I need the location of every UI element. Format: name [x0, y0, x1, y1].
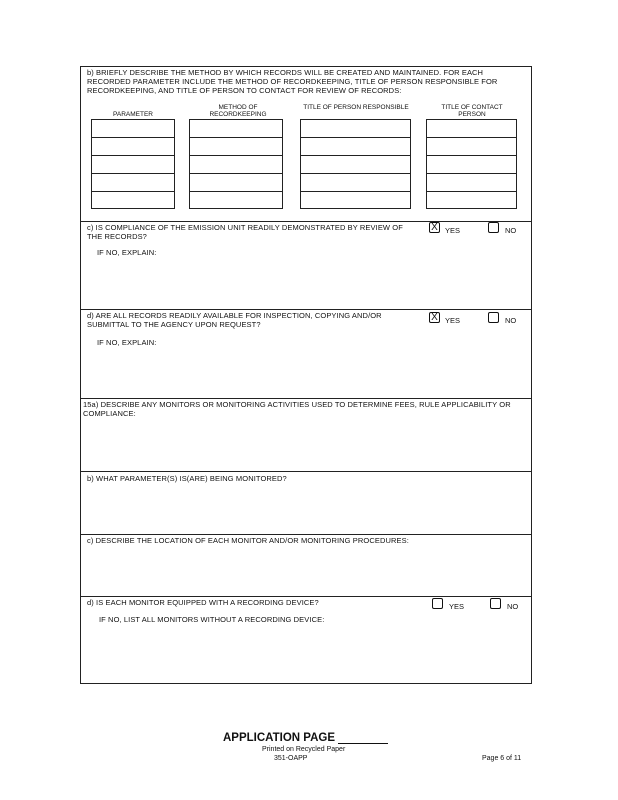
method-cell[interactable]	[189, 173, 283, 191]
responsible-cell[interactable]	[300, 173, 411, 191]
section-15d	[81, 597, 531, 683]
question-15c-text: c) DESCRIBE THE LOCATION OF EACH MONITOR AND/OR MONITORING PROCEDURES:	[87, 536, 409, 545]
explain-label: IF NO, LIST ALL MONITORS WITHOUT A RECORDING DEVICE:	[99, 615, 325, 624]
parameter-cell[interactable]	[91, 137, 175, 155]
page-indicator: Page 6 of 11	[482, 755, 522, 762]
contact-cell[interactable]	[426, 173, 517, 191]
section-c	[81, 222, 531, 310]
contact-cell[interactable]	[426, 191, 517, 209]
yes-checkbox[interactable]: X	[429, 312, 440, 323]
section-15c	[81, 535, 531, 597]
no-label: NO	[507, 602, 519, 611]
column-header-contact: TITLE OF CONTACT PERSON	[441, 104, 503, 118]
column-responsible	[300, 119, 411, 209]
yes-label: YES	[445, 226, 461, 235]
section-15b	[81, 472, 531, 535]
responsible-cell[interactable]	[300, 137, 411, 155]
question-15d-text: d) IS EACH MONITOR EQUIPPED WITH A RECORDING DEVICE?	[87, 598, 319, 607]
application-page-label: APPLICATION PAGE	[223, 732, 336, 744]
contact-cell[interactable]	[426, 155, 517, 173]
yes-checkbox[interactable]: X	[429, 222, 440, 233]
responsible-cell[interactable]	[300, 155, 411, 173]
no-label: NO	[505, 226, 517, 235]
no-label: NO	[505, 316, 517, 325]
application-page-title	[223, 732, 388, 744]
method-cell[interactable]	[189, 119, 283, 137]
responsible-cell[interactable]	[300, 191, 411, 209]
column-method	[189, 119, 283, 209]
column-header-parameter: PARAMETER	[113, 111, 153, 118]
form-id: 351-OAPP	[274, 755, 308, 762]
column-contact	[426, 119, 517, 209]
method-cell[interactable]	[189, 155, 283, 173]
parameter-cell[interactable]	[91, 173, 175, 191]
explain-label: IF NO, EXPLAIN:	[97, 338, 157, 347]
no-checkbox[interactable]	[490, 598, 501, 609]
contact-cell[interactable]	[426, 137, 517, 155]
page-number-blank[interactable]	[338, 734, 388, 744]
yes-label: YES	[449, 602, 465, 611]
method-cell[interactable]	[189, 191, 283, 209]
parameter-cell[interactable]	[91, 119, 175, 137]
application-form	[80, 66, 532, 684]
column-header-method: METHOD OF RECORDKEEPING	[209, 104, 267, 118]
question-c-text: c) IS COMPLIANCE OF THE EMISSION UNIT READILY DEMONSTRATED BY REVIEW OF THE RECORDS?	[87, 223, 403, 241]
yes-label: YES	[445, 316, 461, 325]
printed-note: Printed on Recycled Paper	[262, 746, 346, 753]
question-b-text: b) BRIEFLY DESCRIBE THE METHOD BY WHICH RECORDS WILL BE CREATED AND MAINTAINED. FOR EACH RECORDED PARAMETER INCLUDE THE METHOD OF RECORDKEEPING, TITLE OF PERSON RESPONSIBLE FOR RECORDKEEPING, AND TITLE OF PERSON TO CONTACT FOR REVIEW OF RECORDS:	[87, 68, 498, 95]
column-parameter	[91, 119, 175, 209]
question-15b-text: b) WHAT PARAMETER(S) IS(ARE) BEING MONITORED?	[87, 474, 287, 483]
parameter-cell[interactable]	[91, 191, 175, 209]
question-d-text: d) ARE ALL RECORDS READILY AVAILABLE FOR INSPECTION, COPYING AND/OR SUBMITTAL TO THE AGENCY UPON REQUEST?	[87, 311, 382, 329]
section-15a	[81, 399, 531, 472]
explain-label: IF NO, EXPLAIN:	[97, 248, 157, 257]
question-15a-text: 15a) DESCRIBE ANY MONITORS OR MONITORING ACTIVITIES USED TO DETERMINE FEES, RULE APPLICABILITY OR COMPLIANCE:	[83, 400, 511, 418]
contact-cell[interactable]	[426, 119, 517, 137]
method-cell[interactable]	[189, 137, 283, 155]
parameter-cell[interactable]	[91, 155, 175, 173]
column-header-responsible: TITLE OF PERSON RESPONSIBLE	[303, 104, 409, 111]
section-b	[81, 67, 531, 222]
no-checkbox[interactable]	[488, 312, 499, 323]
no-checkbox[interactable]	[488, 222, 499, 233]
section-d	[81, 310, 531, 399]
yes-checkbox[interactable]	[432, 598, 443, 609]
responsible-cell[interactable]	[300, 119, 411, 137]
